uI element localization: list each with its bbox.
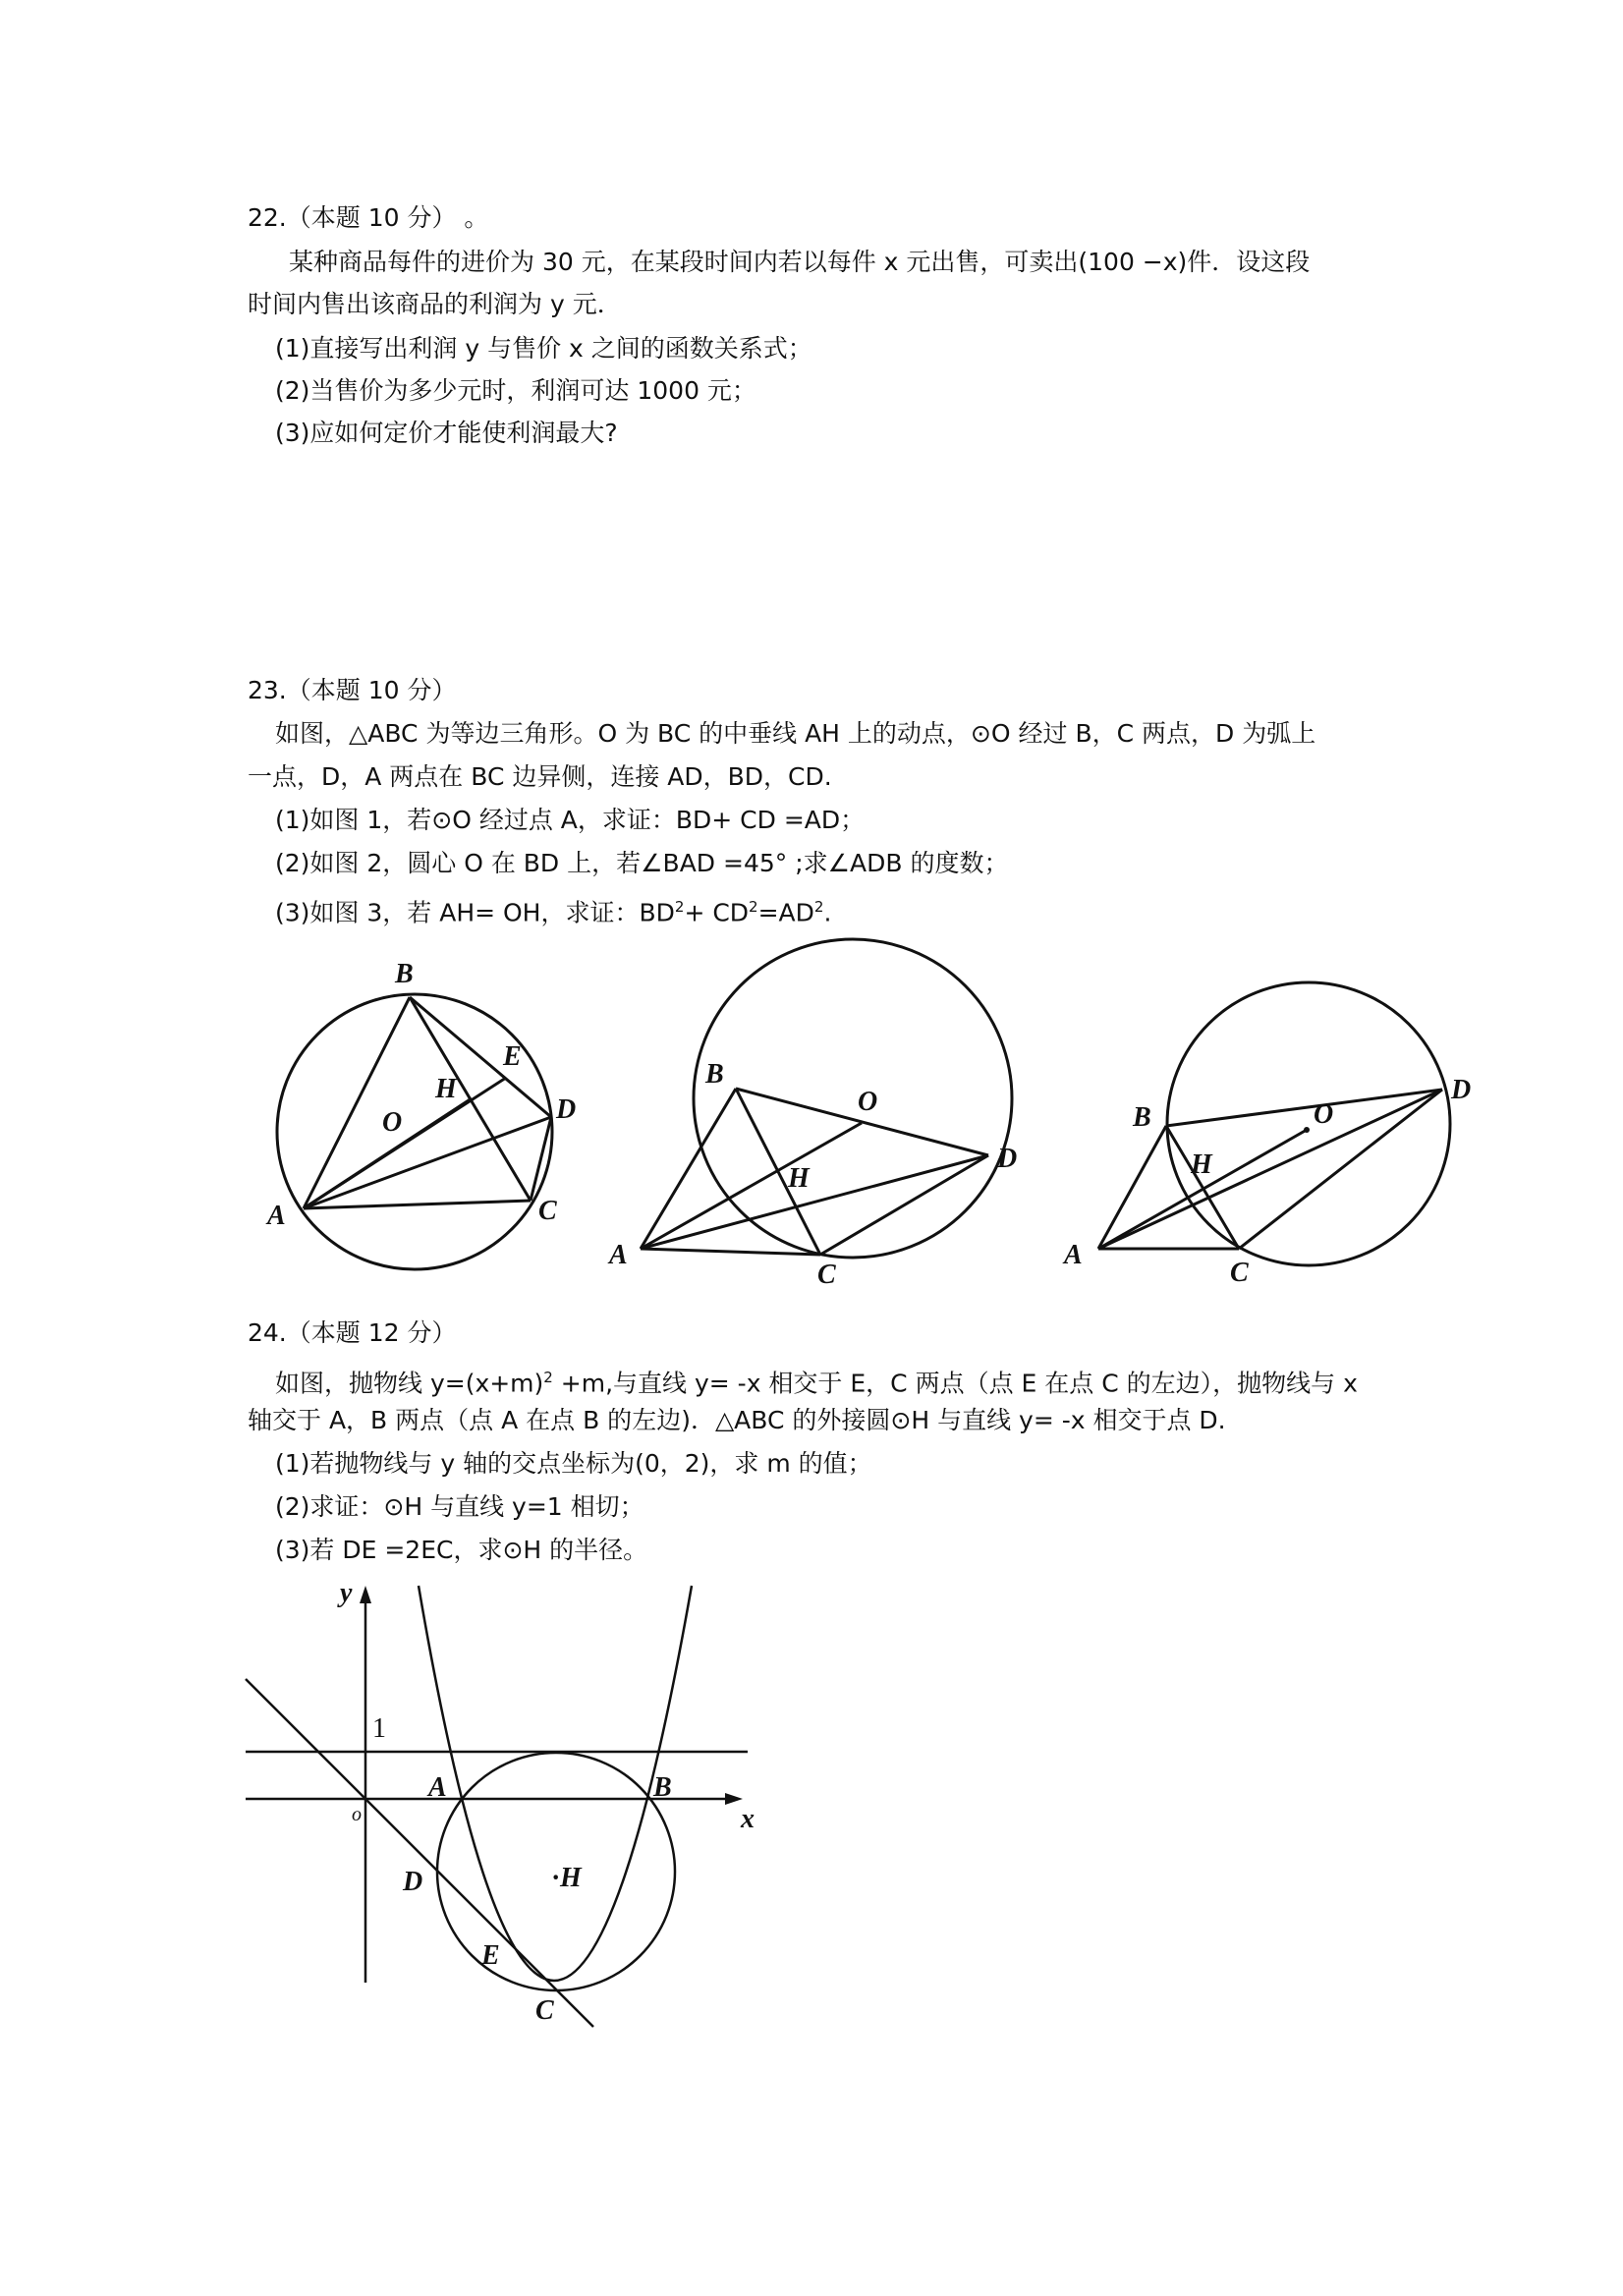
fig2-line-AO [641,1123,862,1249]
fig1-label-C: C [538,1196,557,1226]
q23-part3-text-a: (3)如图 3，若 AH= OH，求证：BD [275,898,675,927]
fig2-line-BA [641,1089,736,1249]
q23-part3-sup-3: 2 [813,898,824,916]
q24-stem-line1-a: 如图，抛物线 y=(x+m) [275,1369,544,1398]
q23-part3-text-c: =AD [757,898,814,927]
q24-label-y: y [340,1578,353,1608]
q24-label-one: 1 [372,1713,386,1744]
q23-stem-line2: 一点，D，A 两点在 BC 边异侧，连接 AD，BD，CD. [248,762,832,791]
fig1-label-D: D [556,1094,577,1125]
q24-part3: (3)若 DE =2EC，求⊙H 的半径。 [275,1536,648,1564]
q24-stem-sup: 2 [543,1369,553,1386]
q24-label-D: D [403,1867,423,1897]
fig3-label-B: B [1133,1102,1151,1133]
fig2-label-O: O [858,1087,878,1117]
fig2-line-CD [820,1155,988,1255]
q23-part2: (2)如图 2，圆心 O 在 BD 上，若∠BAD =45° ;求∠ADB 的度数； [275,849,1009,877]
q24-label-origin: o [352,1804,362,1825]
fig1-label-H: H [435,1074,457,1104]
fig3-label-D: D [1451,1075,1472,1105]
q24-stem-line1 [275,1362,1358,1399]
q23-stem-line1: 如图，△ABC 为等边三角形。O 为 BC 的中垂线 AH 上的动点，⊙O 经过 B，C 两点，D 为弧上 [275,719,1316,748]
q24-y-arrow [360,1586,371,1603]
q24-label-H-dot: · [552,1863,559,1893]
q23-part3-text-b: + CD [684,898,750,927]
q24-label-x: x [741,1804,755,1834]
fig2-label-B: B [705,1059,724,1090]
fig2-label-H: H [788,1163,810,1194]
q24-parabola [419,1586,692,1981]
q23-part3-sup-2: 2 [749,898,758,916]
fig3-label-A: A [1064,1240,1083,1270]
fig2-label-C: C [817,1260,836,1290]
q24-stem-line1-b: +m,与直线 y= -x 相交于 E，C 两点（点 E 在点 C 的左边），抛物线与 x [552,1369,1358,1398]
fig1-label-A: A [267,1201,286,1231]
q24-part2: (2)求证：⊙H 与直线 y=1 相切； [275,1492,644,1521]
q23-part3-sup-1: 2 [674,898,685,916]
q24-label-A: A [428,1772,447,1803]
q24-label-B: B [653,1772,672,1803]
q24-header: 24.（本题 12 分） [248,1318,457,1347]
fig2-line-AC [641,1249,820,1255]
fig3-circle [1167,982,1450,1265]
fig1-label-B: B [395,959,414,989]
q22-part3: (3)应如何定价才能使利润最大? [275,419,618,447]
q22-header: 22.（本题 10 分） 。 [248,203,489,232]
q23-header: 23.（本题 10 分） [248,676,457,704]
fig1-line-AD [304,1117,551,1208]
q24-line-y-neg-x [246,1679,593,2027]
fig1-line-AC [304,1201,531,1208]
q24-label-E: E [481,1940,500,1971]
q24-label-H: H [560,1863,582,1893]
q24-label-C: C [535,1995,554,2026]
fig1-label-O: O [382,1107,403,1138]
fig3-center-dot [1304,1127,1310,1133]
q22-stem-line1: 某种商品每件的进价为 30 元，在某段时间内若以每件 x 元出售，可卖出(100 −x)件．设这段 [289,248,1311,276]
q24-part1: (1)若抛物线与 y 轴的交点坐标为(0，2)，求 m 的值； [275,1449,872,1478]
q22-stem-line2: 时间内售出该商品的利润为 y 元． [248,290,622,318]
q22-part2: (2)当售价为多少元时，利润可达 1000 元； [275,376,756,405]
fig3-label-O: O [1314,1099,1334,1130]
fig1-line-BA [304,997,410,1208]
q22-part1: (1)直接写出利润 y 与售价 x 之间的函数关系式； [275,334,812,363]
q23-part3-text-d: . [823,898,832,927]
fig1-label-E: E [503,1041,522,1072]
q24-stem-line2: 轴交于 A，B 两点（点 A 在点 B 的左边)．△ABC 的外接圆⊙H 与直线 y= -x 相交于点 D. [248,1406,1226,1434]
fig3-label-C: C [1230,1258,1249,1288]
fig3-label-H: H [1191,1149,1212,1180]
q23-part1: (1)如图 1，若⊙O 经过点 A，求证：BD+ CD =AD； [275,806,866,834]
fig2-label-A: A [609,1240,628,1270]
fig2-label-D: D [997,1144,1018,1174]
